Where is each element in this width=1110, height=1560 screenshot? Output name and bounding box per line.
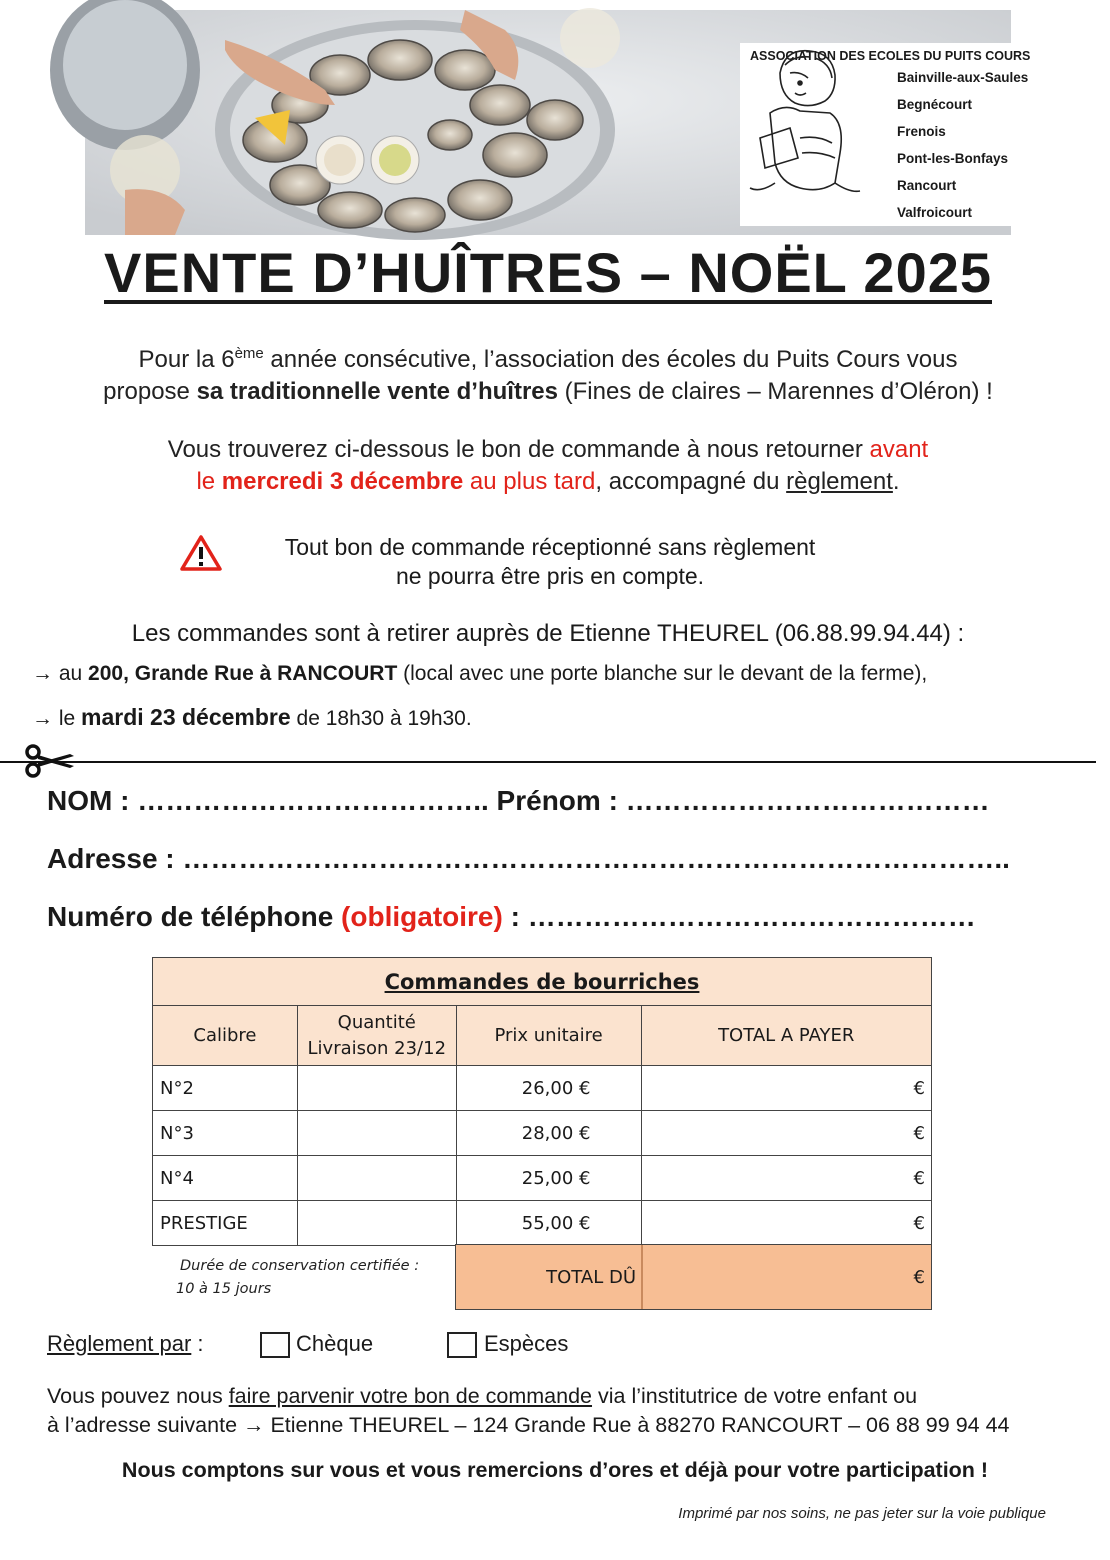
col-header-total: TOTAL A PAYER [641, 1006, 932, 1066]
address-field-line[interactable]: Adresse : …………………………………………………………………………….. [47, 843, 1010, 874]
association-town-list [897, 69, 1028, 231]
quantity-input-cell[interactable] [297, 1156, 456, 1201]
table-row [153, 1156, 932, 1201]
phone-field-line[interactable]: Numéro de téléphone (obligatoire) : ………………………………………… [47, 901, 976, 932]
town-item: Valfroicourt [897, 205, 973, 220]
price-cell: 25,00 € [456, 1156, 641, 1201]
calibre-cell: N°3 [153, 1111, 298, 1156]
table-row [153, 1111, 932, 1156]
warning-line-1: Tout bon de commande réceptionné sans règlement [284, 534, 816, 560]
cheque-label: Chèque [296, 1331, 374, 1356]
child-reading-drawing-icon [740, 43, 870, 203]
total-input-cell[interactable]: € [641, 1201, 932, 1246]
town-item: Rancourt [897, 178, 957, 193]
calibre-cell: N°4 [153, 1156, 298, 1201]
pickup-place: → au 200, Grande Rue à RANCOURT (local avec une porte blanche sur le devant de la ferme), [32, 662, 928, 685]
pickup-intro: Les commandes sont à retirer auprès de Etienne THEUREL (06.88.99.94.44) : [131, 620, 965, 647]
thanks-message: Nous comptons sur vous et vous remercions d’ores et déjà pour votre participation ! [121, 1458, 989, 1482]
scissors-icon [24, 744, 76, 778]
return-instructions [47, 1382, 1010, 1440]
warning-line-2: ne pourra être pris en compte. [395, 563, 705, 589]
price-cell: 28,00 € [456, 1111, 641, 1156]
table-row [153, 1201, 932, 1246]
total-due-value[interactable]: € [913, 1267, 925, 1288]
town-item: Bainville-aux-Saules [897, 70, 1029, 85]
warning-triangle-icon [180, 535, 222, 571]
total-separator [641, 1245, 643, 1309]
intro-line-2: propose sa traditionnelle vente d’huîtres (Fines de claires – Marennes d’Oléron) ! [103, 378, 993, 405]
header-banner [85, 10, 1031, 235]
total-input-cell[interactable]: € [641, 1066, 932, 1111]
printed-notice: Imprimé par nos soins, ne pas jeter sur la voie publique [678, 1505, 1046, 1522]
pickup-date: → le mardi 23 décembre de 18h30 à 19h30. [32, 704, 472, 730]
cut-line [0, 761, 1096, 763]
town-item: Frenois [897, 124, 946, 139]
order-table [152, 957, 932, 1246]
association-logo-box [740, 43, 1042, 226]
intro-paragraph [0, 338, 1096, 408]
warning-text [220, 533, 880, 591]
calibre-cell: PRESTIGE [153, 1201, 298, 1246]
quantity-input-cell[interactable] [297, 1066, 456, 1111]
especes-label: Espèces [484, 1331, 569, 1356]
return-line-1: Vous pouvez nous faire parvenir votre bon de commande via l’institutrice de votre enfant ou [47, 1384, 918, 1408]
conservation-note-line-2: 10 à 15 jours [176, 1281, 272, 1297]
price-cell: 26,00 € [456, 1066, 641, 1111]
deadline-paragraph [0, 434, 1096, 498]
town-item: Pont-les-Bonfays [897, 151, 1009, 166]
total-due-box [455, 1244, 932, 1310]
calibre-cell: N°2 [153, 1066, 298, 1111]
total-due-label: TOTAL DÛ [546, 1267, 636, 1288]
cheque-checkbox[interactable] [260, 1332, 290, 1358]
col-header-prix: Prix unitaire [456, 1006, 641, 1066]
conservation-note [176, 1255, 419, 1301]
conservation-note-line-1: Durée de conservation certifiée : [180, 1258, 420, 1274]
town-item: Begnécourt [897, 97, 973, 112]
deadline-line-1: Vous trouverez ci-dessous le bon de commande à nous retourner avant [167, 436, 929, 463]
association-name: ASSOCIATION DES ECOLES DU PUITS COURS [750, 49, 1031, 63]
total-input-cell[interactable]: € [641, 1156, 932, 1201]
payment-label: Règlement par : [47, 1331, 204, 1356]
col-header-calibre: Calibre [153, 1006, 298, 1066]
table-title: Commandes de bourriches [153, 958, 932, 1006]
name-field-line[interactable]: NOM : ……………………………….. Prénom : ………………………………… [47, 785, 990, 816]
return-line-2: à l’adresse suivante → Etienne THEUREL – 124 Grande Rue à 88270 RANCOURT – 06 88 99 94 44 [47, 1413, 1010, 1437]
especes-checkbox[interactable] [447, 1332, 477, 1358]
price-cell: 55,00 € [456, 1201, 641, 1246]
deadline-line-2: le mercredi 3 décembre au plus tard, accompagné du règlement. [196, 468, 900, 495]
col-header-quantite: Quantité Livraison 23/12 [297, 1006, 456, 1066]
table-row [153, 1066, 932, 1111]
quantity-input-cell[interactable] [297, 1201, 456, 1246]
page-title: VENTE D’HUÎTRES – NOËL 2025 [104, 241, 992, 304]
quantity-input-cell[interactable] [297, 1111, 456, 1156]
intro-line-1: Pour la 6ème année consécutive, l’association des écoles du Puits Cours vous [138, 345, 958, 373]
total-input-cell[interactable]: € [641, 1111, 932, 1156]
